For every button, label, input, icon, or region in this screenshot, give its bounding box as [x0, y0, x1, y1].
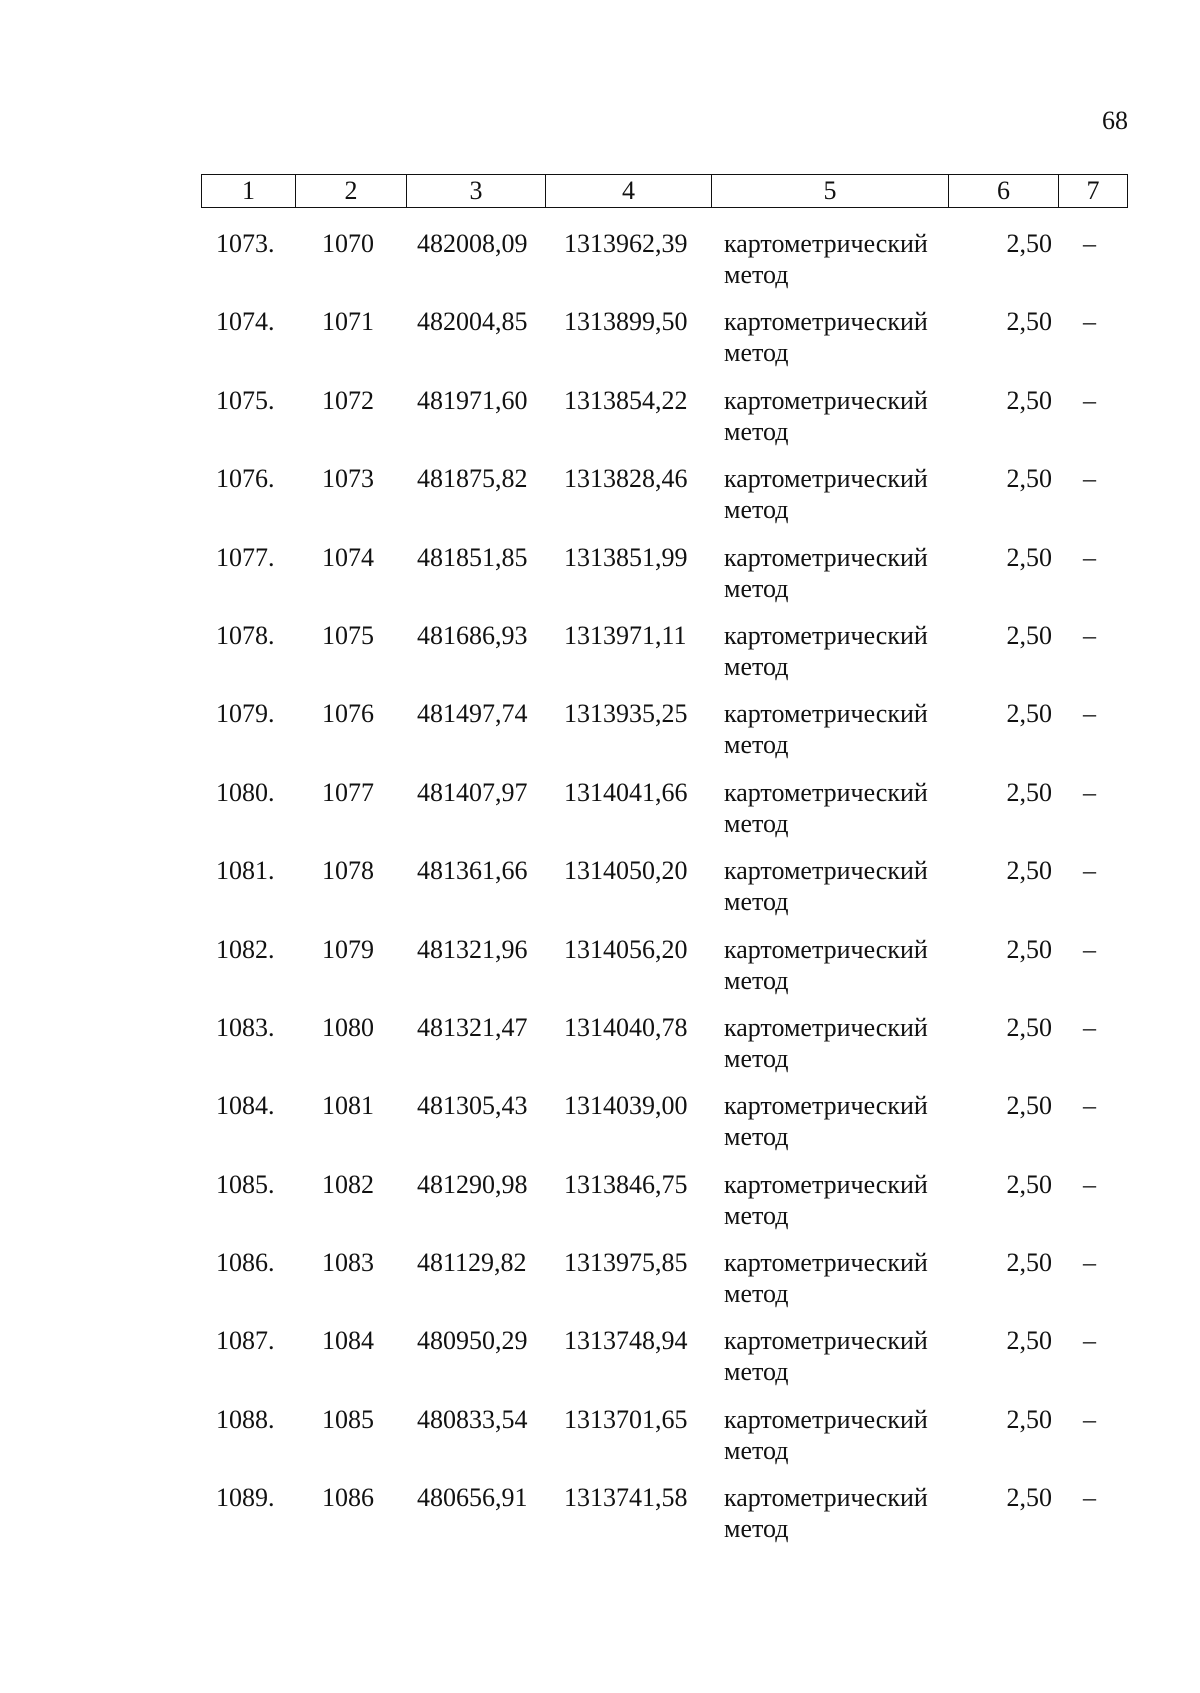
table-row: [201, 1012, 1127, 1090]
method-line-1: картометрический: [724, 307, 928, 337]
accuracy-value: 2,50: [1006, 777, 1052, 807]
note-value: –: [1083, 1169, 1096, 1199]
coordinate-x: 481686,93: [417, 620, 528, 650]
note-value: –: [1083, 385, 1096, 415]
table-row: [201, 1247, 1127, 1325]
point-number: 1086: [322, 1483, 374, 1513]
coordinate-y: 1313971,11: [564, 620, 687, 650]
point-number: 1077: [322, 777, 374, 807]
method-line-2: метод: [724, 887, 789, 917]
coordinate-y: 1313851,99: [564, 542, 688, 572]
accuracy-value: 2,50: [1006, 1483, 1052, 1513]
method-line-1: картометрический: [724, 1012, 928, 1042]
row-number: 1075.: [216, 385, 275, 415]
coordinate-y: 1313741,58: [564, 1483, 688, 1513]
accuracy-value: 2,50: [1006, 385, 1052, 415]
coordinate-y: 1313748,94: [564, 1326, 688, 1356]
column-header-3: 3: [407, 175, 546, 208]
row-number: 1082.: [216, 934, 275, 964]
coordinate-y: 1313701,65: [564, 1404, 688, 1434]
table-row: [201, 385, 1127, 463]
coordinate-y: 1313828,46: [564, 464, 688, 494]
point-number: 1072: [322, 385, 374, 415]
row-number: 1076.: [216, 464, 275, 494]
accuracy-value: 2,50: [1006, 856, 1052, 886]
coordinate-y: 1313846,75: [564, 1169, 688, 1199]
method-line-2: метод: [724, 1043, 789, 1073]
accuracy-value: 2,50: [1006, 1248, 1052, 1278]
table-row: [201, 855, 1127, 933]
row-number: 1085.: [216, 1169, 275, 1199]
note-value: –: [1083, 777, 1096, 807]
note-value: –: [1083, 464, 1096, 494]
method-line-2: метод: [724, 260, 789, 289]
accuracy-value: 2,50: [1006, 934, 1052, 964]
method-line-2: метод: [724, 808, 789, 838]
method-line-1: картометрический: [724, 1091, 928, 1121]
coordinate-x: 480950,29: [417, 1326, 528, 1356]
row-number: 1081.: [216, 856, 275, 886]
row-number: 1079.: [216, 699, 275, 729]
method-line-1: картометрический: [724, 1248, 928, 1278]
point-number: 1085: [322, 1404, 374, 1434]
point-number: 1082: [322, 1169, 374, 1199]
coordinate-y: 1313962,39: [564, 229, 688, 258]
note-value: –: [1083, 307, 1096, 337]
method-line-1: картометрический: [724, 1483, 928, 1513]
table-row: [201, 620, 1127, 698]
note-value: –: [1083, 1483, 1096, 1513]
point-number: 1084: [322, 1326, 374, 1356]
note-value: –: [1083, 699, 1096, 729]
accuracy-value: 2,50: [1006, 699, 1052, 729]
accuracy-value: 2,50: [1006, 620, 1052, 650]
point-number: 1076: [322, 699, 374, 729]
table-row: [201, 306, 1127, 384]
table-row: [201, 228, 1127, 306]
row-number: 1074.: [216, 307, 275, 337]
row-number: 1086.: [216, 1248, 275, 1278]
note-value: –: [1083, 856, 1096, 886]
method-line-1: картометрический: [724, 229, 928, 258]
method-line-1: картометрический: [724, 1326, 928, 1356]
determination-method: [724, 385, 928, 447]
column-header-table: [201, 174, 1128, 208]
row-number: 1089.: [216, 1483, 275, 1513]
method-line-1: картометрический: [724, 464, 928, 494]
method-line-1: картометрический: [724, 777, 928, 807]
coordinate-y: 1314050,20: [564, 856, 688, 886]
point-number: 1071: [322, 307, 374, 337]
note-value: –: [1083, 1248, 1096, 1278]
method-line-2: метод: [724, 1122, 789, 1152]
note-value: –: [1083, 1404, 1096, 1434]
coordinate-x: 481129,82: [417, 1248, 527, 1278]
accuracy-value: 2,50: [1006, 1326, 1052, 1356]
accuracy-value: 2,50: [1006, 1012, 1052, 1042]
note-value: –: [1083, 1326, 1096, 1356]
note-value: –: [1083, 229, 1096, 258]
coordinate-x: 482004,85: [417, 307, 528, 337]
column-header-1: 1: [202, 175, 296, 208]
column-header-2: 2: [296, 175, 407, 208]
method-line-1: картометрический: [724, 620, 928, 650]
row-number: 1078.: [216, 620, 275, 650]
coordinate-y: 1314040,78: [564, 1012, 688, 1042]
point-number: 1083: [322, 1248, 374, 1278]
coordinate-x: 481305,43: [417, 1091, 528, 1121]
column-header-6: 6: [949, 175, 1059, 208]
determination-method: [724, 463, 928, 525]
point-number: 1078: [322, 856, 374, 886]
row-number: 1077.: [216, 542, 275, 572]
coordinate-x: 480833,54: [417, 1404, 528, 1434]
row-number: 1084.: [216, 1091, 275, 1121]
row-number: 1083.: [216, 1012, 275, 1042]
coordinate-x: 481875,82: [417, 464, 528, 494]
determination-method: [724, 620, 928, 682]
method-line-1: картометрический: [724, 1169, 928, 1199]
coordinate-x: 482008,09: [417, 229, 528, 258]
coordinate-x: 481321,96: [417, 934, 528, 964]
method-line-2: метод: [724, 573, 789, 603]
coordinate-y: 1313854,22: [564, 385, 688, 415]
coordinate-x: 481321,47: [417, 1012, 528, 1042]
determination-method: [724, 934, 928, 996]
determination-method: [724, 855, 928, 917]
determination-method: [724, 1169, 928, 1231]
table-row: [201, 1404, 1127, 1482]
determination-method: [724, 228, 928, 290]
coordinate-x: 481851,85: [417, 542, 528, 572]
method-line-2: метод: [724, 495, 789, 525]
coordinate-x: 481971,60: [417, 385, 528, 415]
point-number: 1075: [322, 620, 374, 650]
accuracy-value: 2,50: [1006, 464, 1052, 494]
determination-method: [724, 1325, 928, 1387]
determination-method: [724, 1012, 928, 1074]
table-row: [201, 1325, 1127, 1403]
note-value: –: [1083, 620, 1096, 650]
determination-method: [724, 1090, 928, 1152]
column-header-4: 4: [546, 175, 712, 208]
determination-method: [724, 698, 928, 760]
table-row: [201, 1169, 1127, 1247]
row-number: 1087.: [216, 1326, 275, 1356]
table-row: [201, 542, 1127, 620]
coordinate-x: 481497,74: [417, 699, 528, 729]
point-number: 1074: [322, 542, 374, 572]
page-number: 68: [1102, 106, 1128, 135]
accuracy-value: 2,50: [1006, 1404, 1052, 1434]
method-line-2: метод: [724, 1279, 789, 1309]
point-number: 1080: [322, 1012, 374, 1042]
coordinate-y: 1314056,20: [564, 934, 688, 964]
row-number: 1088.: [216, 1404, 275, 1434]
coordinate-table-body: [201, 228, 1127, 1561]
point-number: 1079: [322, 934, 374, 964]
coordinate-x: 481407,97: [417, 777, 528, 807]
method-line-1: картометрический: [724, 856, 928, 886]
table-row: [201, 1482, 1127, 1560]
determination-method: [724, 306, 928, 368]
method-line-2: метод: [724, 1200, 789, 1230]
note-value: –: [1083, 542, 1096, 572]
method-line-2: метод: [724, 965, 789, 995]
point-number: 1081: [322, 1091, 374, 1121]
method-line-1: картометрический: [724, 699, 928, 729]
accuracy-value: 2,50: [1006, 307, 1052, 337]
determination-method: [724, 1247, 928, 1309]
accuracy-value: 2,50: [1006, 542, 1052, 572]
method-line-1: картометрический: [724, 1404, 928, 1434]
column-header-5: 5: [712, 175, 949, 208]
point-number: 1073: [322, 464, 374, 494]
table-row: [201, 1090, 1127, 1168]
note-value: –: [1083, 1012, 1096, 1042]
coordinate-y: 1313975,85: [564, 1248, 688, 1278]
method-line-1: картометрический: [724, 542, 928, 572]
method-line-2: метод: [724, 730, 789, 760]
coordinate-y: 1313935,25: [564, 699, 688, 729]
row-number: 1080.: [216, 777, 275, 807]
method-line-1: картометрический: [724, 385, 928, 415]
method-line-2: метод: [724, 1357, 789, 1387]
table-row: [201, 463, 1127, 541]
coordinate-x: 481361,66: [417, 856, 528, 886]
coordinate-x: 480656,91: [417, 1483, 528, 1513]
coordinate-y: 1314039,00: [564, 1091, 688, 1121]
row-number: 1073.: [216, 229, 275, 258]
method-line-2: метод: [724, 651, 789, 681]
determination-method: [724, 777, 928, 839]
method-line-2: метод: [724, 338, 789, 368]
column-header-row: [202, 175, 1128, 208]
accuracy-value: 2,50: [1006, 1169, 1052, 1199]
accuracy-value: 2,50: [1006, 229, 1052, 258]
determination-method: [724, 542, 928, 604]
determination-method: [724, 1404, 928, 1466]
coordinate-y: 1313899,50: [564, 307, 688, 337]
accuracy-value: 2,50: [1006, 1091, 1052, 1121]
method-line-2: метод: [724, 1514, 789, 1544]
column-header-7: 7: [1059, 175, 1128, 208]
coordinate-y: 1314041,66: [564, 777, 688, 807]
method-line-1: картометрический: [724, 934, 928, 964]
method-line-2: метод: [724, 416, 789, 446]
table-row: [201, 777, 1127, 855]
determination-method: [724, 1482, 928, 1544]
note-value: –: [1083, 1091, 1096, 1121]
point-number: 1070: [322, 229, 374, 258]
table-row: [201, 934, 1127, 1012]
method-line-2: метод: [724, 1435, 789, 1465]
coordinate-x: 481290,98: [417, 1169, 528, 1199]
note-value: –: [1083, 934, 1096, 964]
table-row: [201, 698, 1127, 776]
